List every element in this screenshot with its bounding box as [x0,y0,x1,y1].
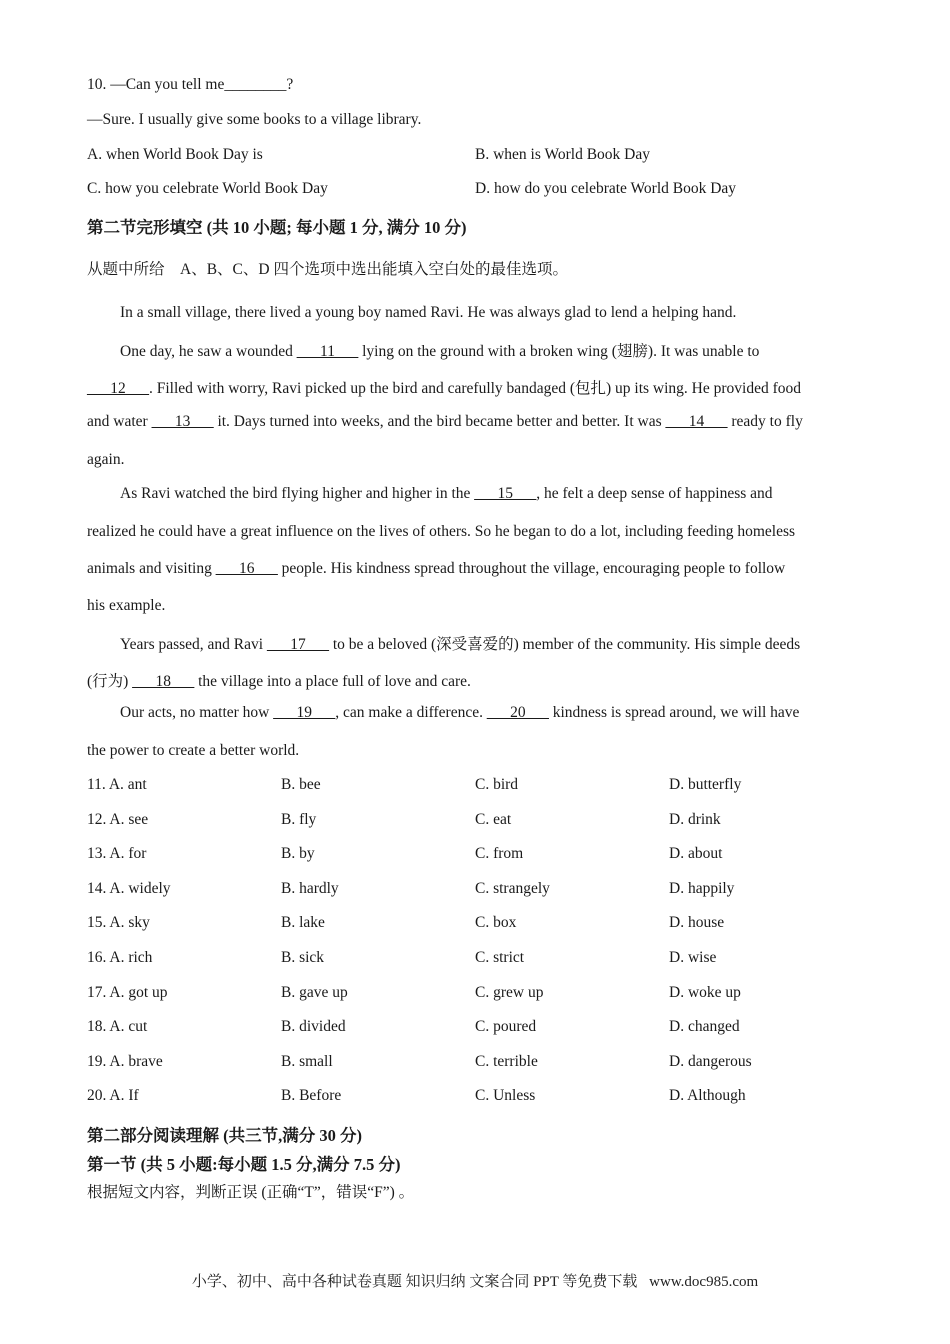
choice-option: B. lake [281,914,325,932]
choice-option: D. about [669,845,723,863]
passage-p5-line2: the power to create a better world. [87,742,300,759]
text: As Ravi watched the bird flying higher and higher in the [120,485,475,502]
choice-option: 17. A. got up [87,983,168,1001]
q10-stem: 10. —Can you tell me________? [87,76,294,93]
blank-13: ___13___ [151,413,214,430]
part2-subheading: 第一节 (共 5 小题:每小题 1.5 分,满分 7.5 分) [87,1155,401,1174]
passage-p5-line1 [87,704,799,722]
choice-option: 16. A. rich [87,949,153,966]
footer-text: 小学、初中、高中各种试卷真题 知识归纳 文案合同 PPT 等免费下载 [191,1274,638,1290]
choice-option: D. dangerous [669,1052,752,1070]
choice-row [87,914,867,936]
choice-option: D. happily [669,879,735,897]
passage-p2-line2 [87,376,801,398]
part2-heading: 第二部分阅读理解 (共三节,满分 30 分) [87,1126,362,1145]
choice-option: D. woke up [669,983,741,1001]
choice-option: 15. A. sky [87,914,150,932]
choice-option: 11. A. ant [87,776,147,793]
choice-option: 20. A. If [87,1087,139,1105]
choice-option: D. wise [669,949,717,966]
passage-p2-line4: again. [87,451,125,468]
blank-15: ___15___ [474,485,537,502]
section2-instruction: 从题中所给 A、B、C、D 四个选项中选出能填入空白处的最佳选项。 [87,261,568,278]
blank-18: ___18___ [132,673,195,690]
choice-option: 12. A. see [87,810,149,828]
passage-p3-line3 [87,560,785,578]
choice-row [87,984,867,1006]
text: (行为) [87,673,133,690]
text: , can make a difference. [335,704,487,721]
choice-row [87,1087,867,1109]
choice-option: B. small [281,1052,333,1070]
blank-19: ___19___ [273,704,336,721]
part2-instruction: 根据短文内容，判断正误 (正确“T”，错误“F”) 。 [87,1184,415,1201]
page-footer [0,1270,950,1291]
choice-option: D. house [669,914,725,932]
choice-option: C. poured [475,1018,537,1036]
passage-p3-line4: his example. [87,597,166,614]
text: Years passed, and Ravi [120,636,267,653]
q10-options-row-2 [87,180,867,202]
choice-option: C. Unless [475,1087,536,1105]
text: and water [87,413,152,430]
choice-option: B. hardly [281,879,339,897]
choice-option: C. strangely [475,879,550,897]
blank-16: ___16___ [215,560,278,577]
choice-option: B. sick [281,949,325,966]
choice-option: B. fly [281,810,317,828]
q10-reply: —Sure. I usually give some books to a village library. [87,111,422,128]
q10-option-b: B. when is World Book Day [475,146,650,163]
passage-p4-line1 [87,632,800,654]
choice-option: 13. A. for [87,845,147,863]
choice-row [87,949,867,971]
section2-heading: 第二节完形填空 (共 10 小题; 每小题 1 分, 满分 10 分) [87,218,467,237]
choice-row [87,811,867,833]
choice-option: C. bird [475,776,519,793]
choice-option: B. Before [281,1087,342,1105]
text: Our acts, no matter how [120,704,274,721]
footer-url[interactable]: www.doc985.com [649,1274,759,1290]
choice-option: C. box [475,914,517,932]
text: animals and visiting [87,560,216,577]
blank-17: ___17___ [266,636,329,653]
text: the village into a place full of love and care. [194,673,471,690]
choice-option: 19. A. brave [87,1052,163,1070]
text: to be a beloved (深受喜爱的) member of the community. His simple deeds [328,636,801,653]
blank-14: ___14___ [665,413,728,430]
text: it. Days turned into weeks, and the bird became better and better. It was [213,413,666,430]
choice-option: D. Although [669,1087,746,1105]
blank-20: ___20___ [486,704,549,721]
choice-row [87,845,867,867]
choice-option: C. eat [475,810,512,828]
text: lying on the ground with a broken wing (翅膀). It was unable to [358,343,760,360]
choice-row [87,1053,867,1075]
choice-row [87,880,867,902]
q10-option-c: C. how you celebrate World Book Day [87,180,328,197]
passage-p2-line3 [87,413,803,431]
choice-option: C. grew up [475,983,544,1001]
choice-option: 14. A. widely [87,879,171,897]
blank-12: ___12___ [87,380,149,397]
choice-option: D. butterfly [669,776,742,793]
choice-option: C. terrible [475,1052,538,1070]
text: . Filled with worry, Ravi picked up the bird and carefully bandaged (包扎) up its wing. He provided food [149,380,801,397]
q10-option-d: D. how do you celebrate World Book Day [475,180,737,197]
choice-option: B. divided [281,1018,346,1036]
passage-p4-line2 [87,669,471,691]
text: One day, he saw a wounded [120,343,297,360]
choice-row [87,776,867,798]
choice-option: B. gave up [281,983,348,1001]
passage-p3-line2: realized he could have a great influence on the lives of others. So he began to do a lot, including feeding homeless [87,523,796,540]
passage-p1: In a small village, there lived a young boy named Ravi. He was always glad to lend a helping hand. [120,304,737,321]
blank-11: ___11___ [296,343,359,360]
q10-option-a: A. when World Book Day is [87,146,263,163]
text: kindness is spread around, we will have [548,704,800,721]
choice-option: 18. A. cut [87,1018,148,1036]
choice-option: B. bee [281,776,321,793]
text: , he felt a deep sense of happiness and [536,485,773,502]
q10-options-row-1 [87,146,867,168]
choice-option: D. changed [669,1018,740,1036]
choice-option: C. from [475,845,524,863]
passage-p2-line1 [87,339,759,361]
choice-option: B. by [281,845,315,863]
choice-option: D. drink [669,810,721,828]
text: ready to fly [727,413,803,430]
passage-p3-line1 [87,485,773,503]
text: people. His kindness spread throughout the village, encouraging people to follow [277,560,786,577]
choice-row [87,1018,867,1040]
choice-option: C. strict [475,949,525,966]
